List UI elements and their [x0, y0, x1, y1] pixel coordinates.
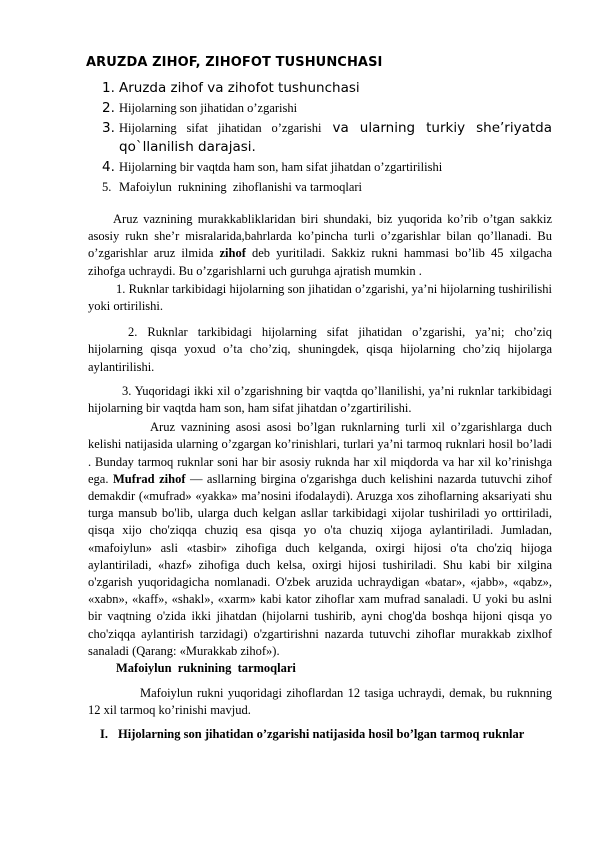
- outline-text-block: [119, 119, 552, 157]
- group-paragraph-3: 3. Yuqoridagi ikki xil o’zgarishning bir vaqtda qo’llanilishi, ya’ni ruknlar tarkibidagi hijolarning bir vaqtda ham son, ham sifat jihatdan o’zgartirilishi.: [88, 383, 552, 416]
- mufrad-text-before: Aruz vaznining asosi asosi bo’lgan ruknlarning turli xil o’zgarishlarga duch kelishi natijasida ularning o’zgargan ko’rinishlari, turlari ya’ni tarmoq ruknlari hosil bo’ladi . Bunday tarmoq ruknlar soni har bir asosiy ruknda har xil miqdorda va har xil ko’rinishga ega.: [88, 420, 552, 486]
- intro-paragraph: [88, 211, 552, 280]
- outline-number: 4.: [102, 159, 115, 175]
- group-paragraph-1: 1. Ruknlar tarkibidagi hijolarning son jihatidan o’zgarishi, ya’ni hijolarning tushirilishi yoki ortirilishi.: [88, 281, 552, 314]
- mufrad-text-after: — asllarning birgina o'zgarishga duch kelishini nazarda tutuvchi zihof demakdir («mufrad» «yakka» ma’nosini ifodalaydi). Aruzga xos zihoflarning aksariyati shu turga mansub bo'lib, ularga duch kelgan asllar tarkibidagi xijolar tushiriladi yo orttiriladi, qisqa xijo cho'ziqqa chuziq esa qisqa yo o'ta chuziq xijoga aylantiriladi. Jumladan, «mafoiylun» asli «tasbir» zihofiga duch kelganda, oxirgi hijosi o'ta cho'ziq hijoga aylantiriladi, «hazf» zihofiga duch kelsa, oxirgi hijosi tushiriladi. Shu kabi bir xilgina o'zgarish yuqoridagicha nomlanadi. O'zbek aruzida uchraydigan «batar», «jabb», «qabz», «xabn», «kaff», «shakl», «xarm» kabi kator zihoflar xam mufrad sanaladi. U yoki bu aslni bir vaqtning o'zida ikki jihatdan (hijolarni tushirib, ayni chog'da boshqa hijoni qisqa yo cho'ziqqa aylantirish tarzidagi) o'zgartirishni nazarda tutuvchi zihoflar murakkab zixlhof sanaladi (Qarang: «Murakkab zihof»).: [88, 471, 552, 658]
- outline-number: 5.: [102, 180, 112, 194]
- intro-term-bold: zihof: [219, 246, 246, 261]
- outline-number: 1.: [102, 80, 115, 96]
- section-paragraph: Mafoiylun rukni yuqoridagi zihoflardan 12 tasiga uchraydi, demak, bu ruknning 12 xil tarmoq ko’rinishi mavjud.: [88, 686, 552, 718]
- outline-item: [88, 178, 552, 197]
- outline-item: [88, 99, 552, 118]
- intro-text-before: Aruz vaznining murakkabliklaridan biri shundaki, biz yuqorida ko’rib o’tgan sakkiz asosiy rukn she’r misralarida,bahrlarda ko’pincha turli o’zgarishlar bilan qo’llanadi. Bu o’zgarishlar aruz ilmida: [88, 212, 552, 261]
- outline-text: Hijolarning sifat jihatidan o’zgarishi: [119, 121, 322, 135]
- subsection-title: Hijolarning son jihatidan o’zgarishi natijasida hosil bo’lgan tarmoq ruknlar: [118, 726, 525, 741]
- outline-text: Aruzda zihof va zihofot tushunchasi: [119, 80, 360, 96]
- intro-text-after: deb yuritiladi. Sakkiz rukni hammasi bo’lib 45 xilgacha zihofga uchraydi. Bu o’zgarishlarni uch guruhga ajratish mumkin .: [88, 246, 552, 278]
- mufrad-paragraph: [88, 419, 552, 660]
- outline-item: [88, 79, 552, 98]
- outline-number: 3.: [102, 120, 115, 136]
- topic-outline: [88, 79, 552, 197]
- outline-item: [88, 158, 552, 177]
- outline-text-continued: va ularning turkiy she’riyatda qo`llanilish darajasi.: [119, 120, 552, 155]
- mufrad-term-bold: Mufrad zihof: [112, 471, 186, 486]
- outline-text: Hijolarning bir vaqtda ham son, ham sifat jihatdan o’zgartirilishi: [119, 160, 443, 174]
- subsection-number: I.: [100, 726, 108, 741]
- subsection-heading: [88, 726, 552, 743]
- outline-text: Mafoiylun ruknining zihoflanishi va tarmoqlari: [119, 180, 363, 194]
- outline-number: 2.: [102, 100, 115, 116]
- outline-item: [88, 119, 552, 157]
- document-title: ARUZDA ZIHOF, ZIHOFOT TUSHUNCHASI: [86, 55, 383, 70]
- section-heading: Mafoiylun ruknining tarmoqlari: [116, 661, 296, 676]
- group-paragraph-2: 2. Ruknlar tarkibidagi hijolarning sifat jihatidan o’zgarishi, ya’ni; cho’ziq hijolarning qisqa yoxud o’ta cho’ziq, shuningdek, qisqa hijolarning cho’ziq hijolarga aylantirilishi.: [88, 325, 552, 374]
- outline-text: Hijolarning son jihatidan o’zgarishi: [119, 101, 298, 115]
